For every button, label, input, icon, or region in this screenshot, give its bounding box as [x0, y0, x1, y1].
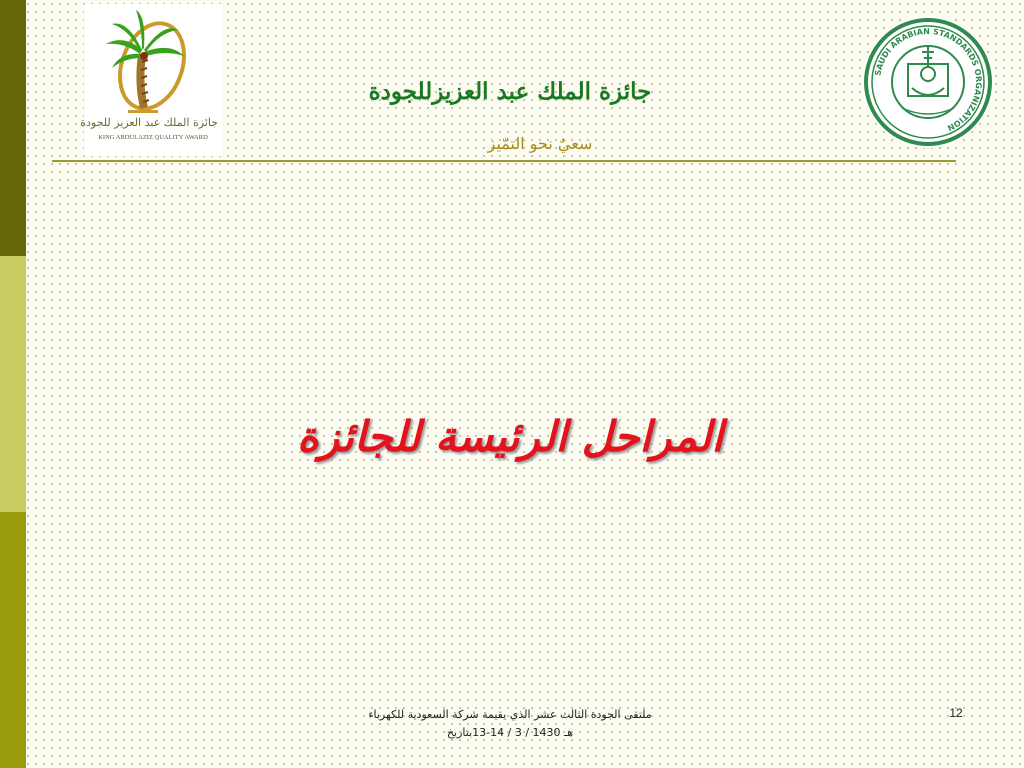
award-logo-arabic-text: جائزة الملك عبد العزيز للجودة: [80, 116, 218, 129]
slide-title: المراحل الرئيسة للجائزة: [296, 412, 724, 461]
footer-line-2: هـ 1430 / 3 / 14-13بتاريخ: [446, 726, 574, 739]
footer-text: [300, 706, 720, 742]
saso-logo: [862, 16, 994, 148]
header-slogan: سعيٌ نحو التمّيز: [487, 134, 593, 153]
footer-line-1: ملتقى الجودة الثالث عشر الذي يقيمة شركة السعودية للكهرباء: [368, 708, 652, 721]
side-bar-middle: [0, 256, 26, 512]
header-title: جائزة الملك عبد العزيزللجودة: [368, 78, 652, 105]
side-bar-top: [0, 0, 26, 256]
award-logo-english-text: KING ABDULAZIZ QUALITY AWARD: [98, 134, 208, 141]
side-bar-bottom: [0, 512, 26, 768]
slide-number: 12: [949, 706, 963, 720]
king-abdulaziz-award-logo: [80, 4, 222, 156]
header-divider: [52, 160, 956, 162]
saso-emblem-icon: [862, 16, 994, 148]
saso-logo-english-text: SAUDI ARABIAN STANDARDS ORGANIZATION: [873, 26, 984, 133]
